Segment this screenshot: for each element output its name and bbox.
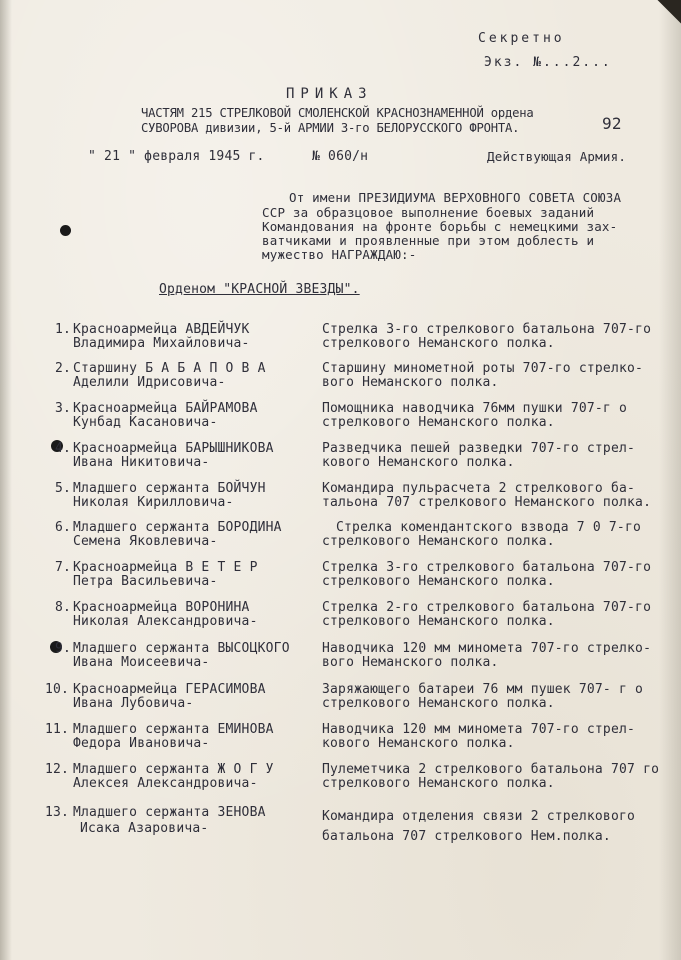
entry-position-line1: Наводчика 120 мм миномета 707-го стрелко- bbox=[322, 641, 652, 656]
entry-name-line2: Владимира Михайловича- bbox=[73, 336, 250, 351]
entry-name-line2: Николая Кирилловича- bbox=[73, 495, 234, 510]
entry-position-line1: Стрелка 2-го стрелкового батальона 707-го bbox=[322, 600, 652, 615]
entry-name-line1: Младшего сержанта Ж О Г У bbox=[73, 762, 274, 777]
page-shadow-left bbox=[0, 0, 12, 960]
preamble-line: Командования на фронте борьбы с немецкими зах- bbox=[262, 219, 618, 234]
entry-position-line2: стрелкового Неманского полка. bbox=[322, 614, 555, 629]
entry-number: 13. bbox=[45, 805, 70, 820]
entry-number: 9. bbox=[55, 641, 72, 656]
entry-name-line1: Младшего сержанта ВЫСОЦКОГО bbox=[73, 641, 290, 656]
torn-corner bbox=[651, 0, 681, 28]
entry-position-line1: Пулеметчика 2 стрелкового батальона 707 го bbox=[322, 762, 660, 777]
entry-name-line2: Петра Васильевича- bbox=[73, 574, 218, 589]
copy-number: Экз. №...2... bbox=[484, 55, 612, 70]
order-subtitle-line2: СУВОРОВА дивизии, 5-й АРМИИ 3-го БЕЛОРУССКОГО ФРОНТА. bbox=[141, 121, 520, 135]
preamble-line: ватчиками и проявленные при этом доблесть и bbox=[262, 233, 595, 248]
entry-name-line1: Красноармейца В Е Т Е Р bbox=[73, 560, 258, 575]
entry-position-line2: вого Неманского полка. bbox=[322, 655, 499, 670]
entry-number: 4. bbox=[55, 441, 72, 456]
entry-position-line1: Заряжающего батареи 76 мм пушек 707- г о bbox=[322, 682, 644, 697]
entry-position-line2: стрелкового Неманского полка. bbox=[322, 696, 555, 711]
entry-name-line1: Младшего сержанта ЕМИНОВА bbox=[73, 722, 274, 737]
entry-name-line1: Младшего сержанта БОЙЧУН bbox=[73, 481, 266, 496]
entry-name-line2: Исака Азаровича- bbox=[80, 821, 209, 836]
entry-position-line2: вого Неманского полка. bbox=[322, 375, 499, 390]
entry-position-line2: стрелкового Неманского полка. bbox=[322, 534, 555, 549]
order-date: " 21 " февраля 1945 г. bbox=[88, 149, 265, 164]
entry-number: 11. bbox=[45, 722, 70, 737]
entry-position-line2: тальона 707 стрелкового Неманского полка. bbox=[322, 495, 652, 510]
order-title: ПРИКАЗ bbox=[286, 86, 373, 102]
entry-position-line2: кового Неманского полка. bbox=[322, 736, 515, 751]
entry-name-line1: Красноармейца БАЙРАМОВА bbox=[73, 401, 258, 416]
ink-blot bbox=[60, 225, 71, 236]
army-label: Действующая Армия. bbox=[487, 149, 627, 164]
entry-name-line2: Семена Яковлевича- bbox=[73, 534, 218, 549]
entry-name-line1: Младшего сержанта БОРОДИНА bbox=[73, 520, 282, 535]
page-shadow-right bbox=[659, 0, 681, 960]
entry-name-line2: Аделили Идрисовича- bbox=[73, 375, 226, 390]
entry-position-line2: стрелкового Неманского полка. bbox=[322, 415, 555, 430]
order-subtitle-line1: ЧАСТЯМ 215 СТРЕЛКОВОЙ СМОЛЕНСКОЙ КРАСНОЗНАМЕННОЙ ордена bbox=[141, 106, 534, 120]
entry-name-line1: Красноармейца ГЕРАСИМОВА bbox=[73, 682, 266, 697]
entry-name-line2: Ивана Лубовича- bbox=[73, 696, 194, 711]
entry-name-line2: Кунбад Касановича- bbox=[73, 415, 218, 430]
entry-number: 2. bbox=[55, 361, 72, 376]
preamble-line: мужество НАГРАЖДАЮ:- bbox=[262, 247, 417, 262]
order-number: № 060/н bbox=[312, 149, 369, 164]
entry-number: 8. bbox=[55, 600, 72, 615]
secret-label: Секретно bbox=[478, 31, 565, 46]
entry-position-line1: Старшину минометной роты 707-го стрелко- bbox=[322, 361, 644, 376]
entry-position-line2: стрелкового Неманского полка. bbox=[322, 776, 555, 791]
entry-name-line1: Красноармейца БАРЫШНИКОВА bbox=[73, 441, 274, 456]
entry-number: 7. bbox=[55, 560, 72, 575]
entry-position-line1: Стрелка 3-го стрелкового батальона 707-го bbox=[322, 322, 652, 337]
entry-name-line2: Алексея Александровича- bbox=[73, 776, 258, 791]
entry-position-line1: Помощника наводчика 76мм пушки 707-г о bbox=[322, 401, 628, 416]
preamble-line: От имени ПРЕЗИДИУМА ВЕРХОВНОГО СОВЕТА СОЮЗА bbox=[289, 190, 622, 205]
entry-number: 3. bbox=[55, 401, 72, 416]
entry-number: 12. bbox=[45, 762, 70, 777]
entry-position-line2: кового Неманского полка. bbox=[322, 455, 515, 470]
entry-name-line1: Старшину Б А Б А П О В А bbox=[73, 361, 266, 376]
entry-position-line1: Разведчика пешей разведки 707-го стрел- bbox=[322, 441, 636, 456]
award-heading: Орденом "КРАСНОЙ ЗВЕЗДЫ". bbox=[159, 282, 360, 297]
entry-number: 6. bbox=[55, 520, 72, 535]
entry-name-line2: Ивана Никитовича- bbox=[73, 455, 210, 470]
entry-position-line2: батальона 707 стрелкового Нем.полка. bbox=[322, 829, 611, 844]
entry-position-line1: Стрелка 3-го стрелкового батальона 707-го bbox=[322, 560, 652, 575]
entry-position-line1: Командира пульрасчета 2 стрелкового ба- bbox=[322, 481, 636, 496]
entry-name-line1: Красноармейца АВДЕЙЧУК bbox=[73, 322, 250, 337]
preamble-line: ССР за образцовое выполнение боевых заданий bbox=[262, 205, 595, 220]
entry-name-line1: Младшего сержанта ЗЕНОВА bbox=[73, 805, 266, 820]
entry-position-line2: стрелкового Неманского полка. bbox=[322, 574, 555, 589]
entry-number: 10. bbox=[45, 682, 70, 697]
entry-position-line2: стрелкового Неманского полка. bbox=[322, 336, 555, 351]
entry-number: 5. bbox=[55, 481, 72, 496]
entry-name-line2: Николая Александровича- bbox=[73, 614, 258, 629]
page-number: 92 bbox=[602, 114, 622, 133]
entry-position-line1: Стрелка комендантского взвода 7 0 7-го bbox=[336, 520, 642, 535]
entry-number: 1. bbox=[55, 322, 72, 337]
entry-name-line2: Федора Ивановича- bbox=[73, 736, 210, 751]
entry-position-line1: Командира отделения связи 2 стрелкового bbox=[322, 809, 636, 824]
entry-position-line1: Наводчика 120 мм миномета 707-го стрел- bbox=[322, 722, 636, 737]
entry-name-line2: Ивана Моисеевича- bbox=[73, 655, 210, 670]
entry-name-line1: Красноармейца ВОРОНИНА bbox=[73, 600, 250, 615]
